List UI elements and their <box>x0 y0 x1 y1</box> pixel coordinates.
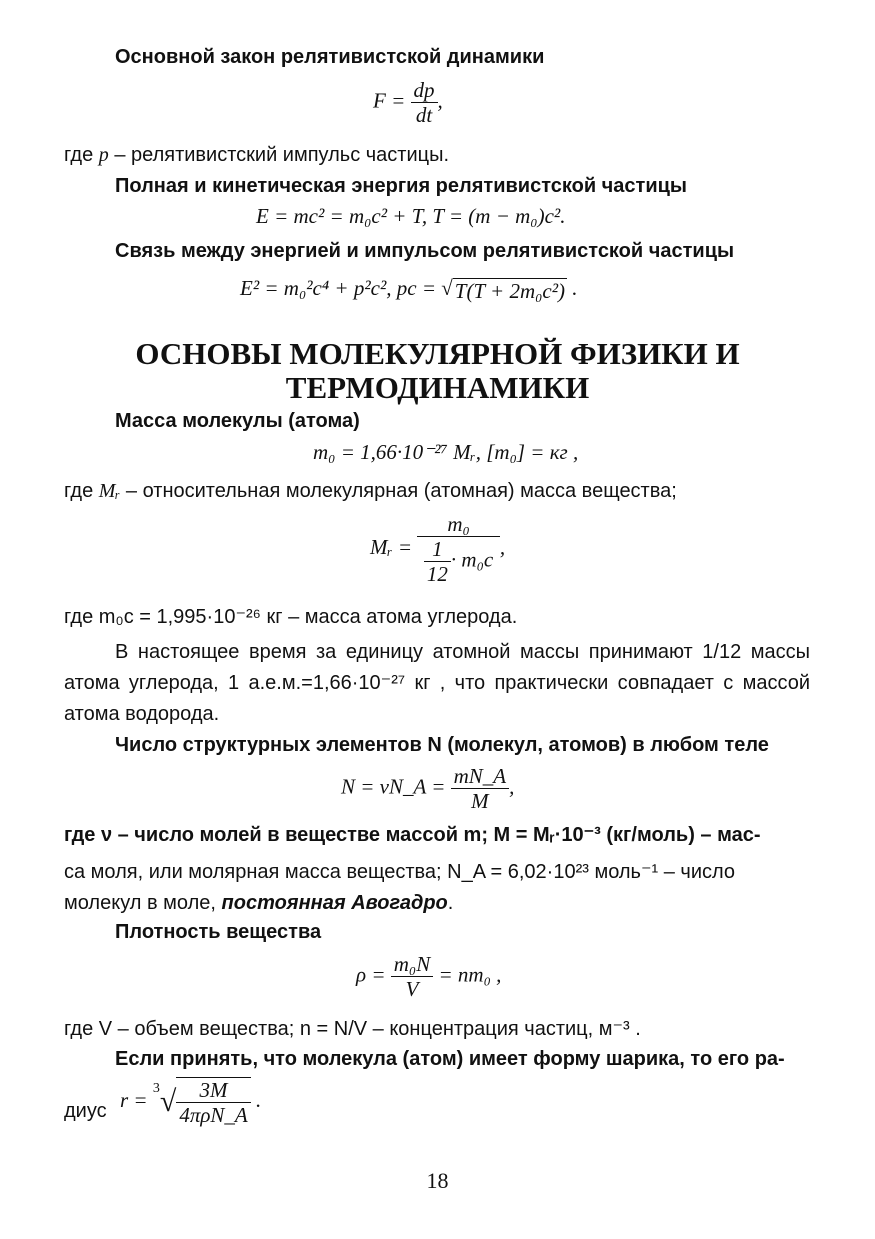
formula-structural-elements: N = νN_A = $\frac{mN\_A}{M}$ , <box>341 764 515 813</box>
heading-relativistic-dynamics: Основной закон релятивистской динамики <box>115 46 545 68</box>
where-momentum: где p – релятивистский импульс частицы. <box>64 144 450 166</box>
chapter-title-line1: ОСНОВЫ МОЛЕКУЛЯРНОЙ ФИЗИКИ И <box>135 336 740 371</box>
formula-force: F = $\frac{dp}{dt}$ , <box>373 78 443 127</box>
carbon-mass-line: где m₀c = 1,995·10⁻²⁶ кг – масса атома углерода. <box>64 606 518 628</box>
formula-molecule-mass: m₀ = 1,66·10⁻²⁷ Mᵣ, [m₀] = кг , <box>313 440 579 464</box>
where-moles-line3: молекул в моле, постоянная Авогадро. <box>64 892 454 914</box>
where-relative-mass: где Mᵣ – относительная молекулярная (атомная) масса вещества; <box>64 480 677 502</box>
where-volume: где V – объем вещества; n = N/V – концентрация частиц, м⁻³ . <box>64 1018 641 1040</box>
heading-structural-elements: Число структурных элементов N (молекул, атомов) в любом теле <box>115 734 769 756</box>
formula-energy-momentum: E² = m₀²c⁴ + p²c², pc = √T(T + 2m₀c²) . <box>240 276 578 303</box>
heading-energy-momentum: Связь между энергией и импульсом релятивистской частицы <box>115 240 735 262</box>
formula-density: ρ = $\frac{\text{m₀N}}{V}$ = nm₀ , <box>356 952 502 1001</box>
heading-density: Плотность вещества <box>115 921 322 943</box>
where-moles-line2: са моля, или молярная масса вещества; N_A = 6,02·10²³ моль⁻¹ – число <box>64 861 736 883</box>
chapter-title-line2: ТЕРМОДИНАМИКИ <box>285 370 590 405</box>
formula-energy: E = mc² = m₀c² + T, T = (m − m₀)c². <box>256 204 566 228</box>
formula-relative-mass: Mᵣ = m₀ $\frac{1}{12}$ · m₀c , <box>370 512 506 586</box>
where-moles-line1: где ν – число молей в веществе массой m; M = Mᵣ·10⁻³ (кг/моль) – мас- <box>64 824 761 846</box>
heading-energy: Полная и кинетическая энергия релятивистской частицы <box>115 175 687 197</box>
formula-radius: r = $^3$√ $\frac{3M}{\text{4πρN\_A}}$ . <box>120 1078 262 1127</box>
radius-label: диус <box>64 1100 107 1122</box>
heading-molecule-mass: Масса молекулы (атома) <box>115 410 360 432</box>
radius-sentence: Если принять, что молекула (атом) имеет форму шарика, то его ра- <box>115 1048 785 1070</box>
page-number: 18 <box>426 1168 449 1193</box>
amu-paragraph: В настоящее время за единицу атомной массы принимают 1/12 массы атома углерода, 1 а.е.м.=1,66·10⁻²⁷ кг , что практически совпадает с массой атома водорода. <box>64 641 810 725</box>
